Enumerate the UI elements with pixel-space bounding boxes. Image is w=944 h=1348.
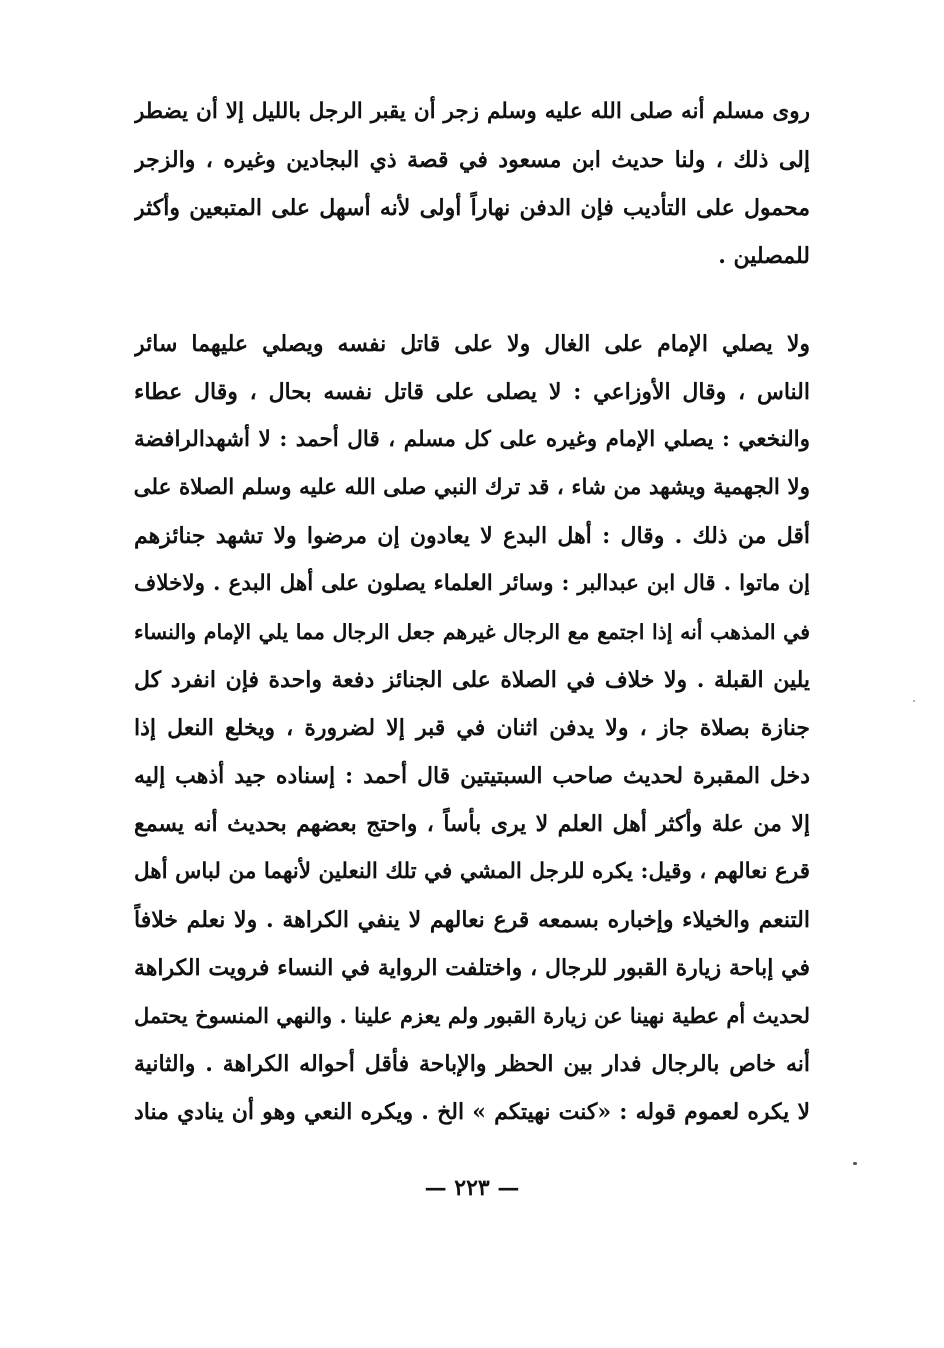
paragraph-2 — [134, 320, 810, 1136]
text-line: أنه خاص بالرجال فدار بين الحظر والإباحة فأقل أحواله الكراهة . والثانية — [134, 1051, 810, 1077]
text-line: والنخعي : يصلي الإمام وغيره على كل مسلم ، قال أحمد : لا أشهدالرافضة — [134, 427, 810, 452]
text-line: في المذهب أنه إذا اجتمع مع الرجال غيرهم جعل الرجال مما يلي الإمام والنساء — [134, 620, 810, 644]
scan-speck — [913, 700, 915, 702]
text-line: جنازة بصلاة جاز ، ولا يدفن اثنان في قبر إلا لضرورة ، ويخلع النعل إذا — [134, 715, 810, 741]
text-line: إلى ذلك ، ولنا حديث ابن مسعود في قصة ذي البجادين وغيره ، والزجر — [134, 147, 810, 173]
text-line: ولا يصلي الإمام على الغال ولا على قاتل نفسه ويصلي عليهما سائر — [134, 331, 810, 357]
text-line: الناس ، وقال الأوزاعي : لا يصلى على قاتل نفسه بحال ، وقال عطاء — [134, 379, 810, 405]
text-line: التنعم والخيلاء وإخباره بسمعه قرع نعالهم لا ينفي الكراهة . ولا نعلم خلافاً — [134, 907, 810, 933]
text-line: إلا من علة وأكثر أهل العلم لا يرى بأساً ، واحتج بعضهم بحديث أنه يسمع — [134, 811, 810, 837]
scan-speck — [853, 1162, 857, 1165]
text-line: إن ماتوا . قال ابن عبدالبر : وسائر العلماء يصلون على أهل البدع . ولاخلاف — [134, 571, 810, 596]
paragraph-1 — [134, 88, 810, 280]
text-line: لحديث أم عطية نهينا عن زيارة القبور ولم يعزم علينا . والنهي المنسوخ يحتمل — [134, 1003, 810, 1028]
text-line: روى مسلم أنه صلى الله عليه وسلم زجر أن يقبر الرجل بالليل إلا أن يضطر — [134, 99, 810, 124]
text-line: لا يكره لعموم قوله : «كنت نهيتكم » الخ . ويكره النعي وهو أن ينادي مناد — [134, 1099, 810, 1125]
text-line: للمصلين . — [718, 243, 810, 269]
text-line: في إباحة زيارة القبور للرجال ، واختلفت الرواية في النساء فرويت الكراهة — [134, 955, 810, 981]
page-number: — ٢٢٣ — — [424, 1175, 520, 1201]
text-line: ولا الجهمية ويشهد من شاء ، قد ترك النبي صلى الله عليه وسلم الصلاة على — [134, 475, 810, 500]
text-line: يلين القبلة . ولا خلاف في الصلاة على الجنائز دفعة واحدة فإن انفرد كل — [134, 667, 810, 693]
text-line: أقل من ذلك . وقال : أهل البدع لا يعادون إن مرضوا ولا تشهد جنائزهم — [134, 523, 810, 549]
text-line: دخل المقبرة لحديث صاحب السبتيتين قال أحمد : إسناده جيد أذهب إليه — [134, 763, 810, 789]
text-line: محمول على التأديب فإن الدفن نهاراً أولى لأنه أسهل على المتبعين وأكثر — [134, 195, 810, 221]
text-line: قرع نعالهم ، وقيل: يكره للرجل المشي في تلك النعلين لأنهما من لباس أهل — [134, 859, 810, 884]
